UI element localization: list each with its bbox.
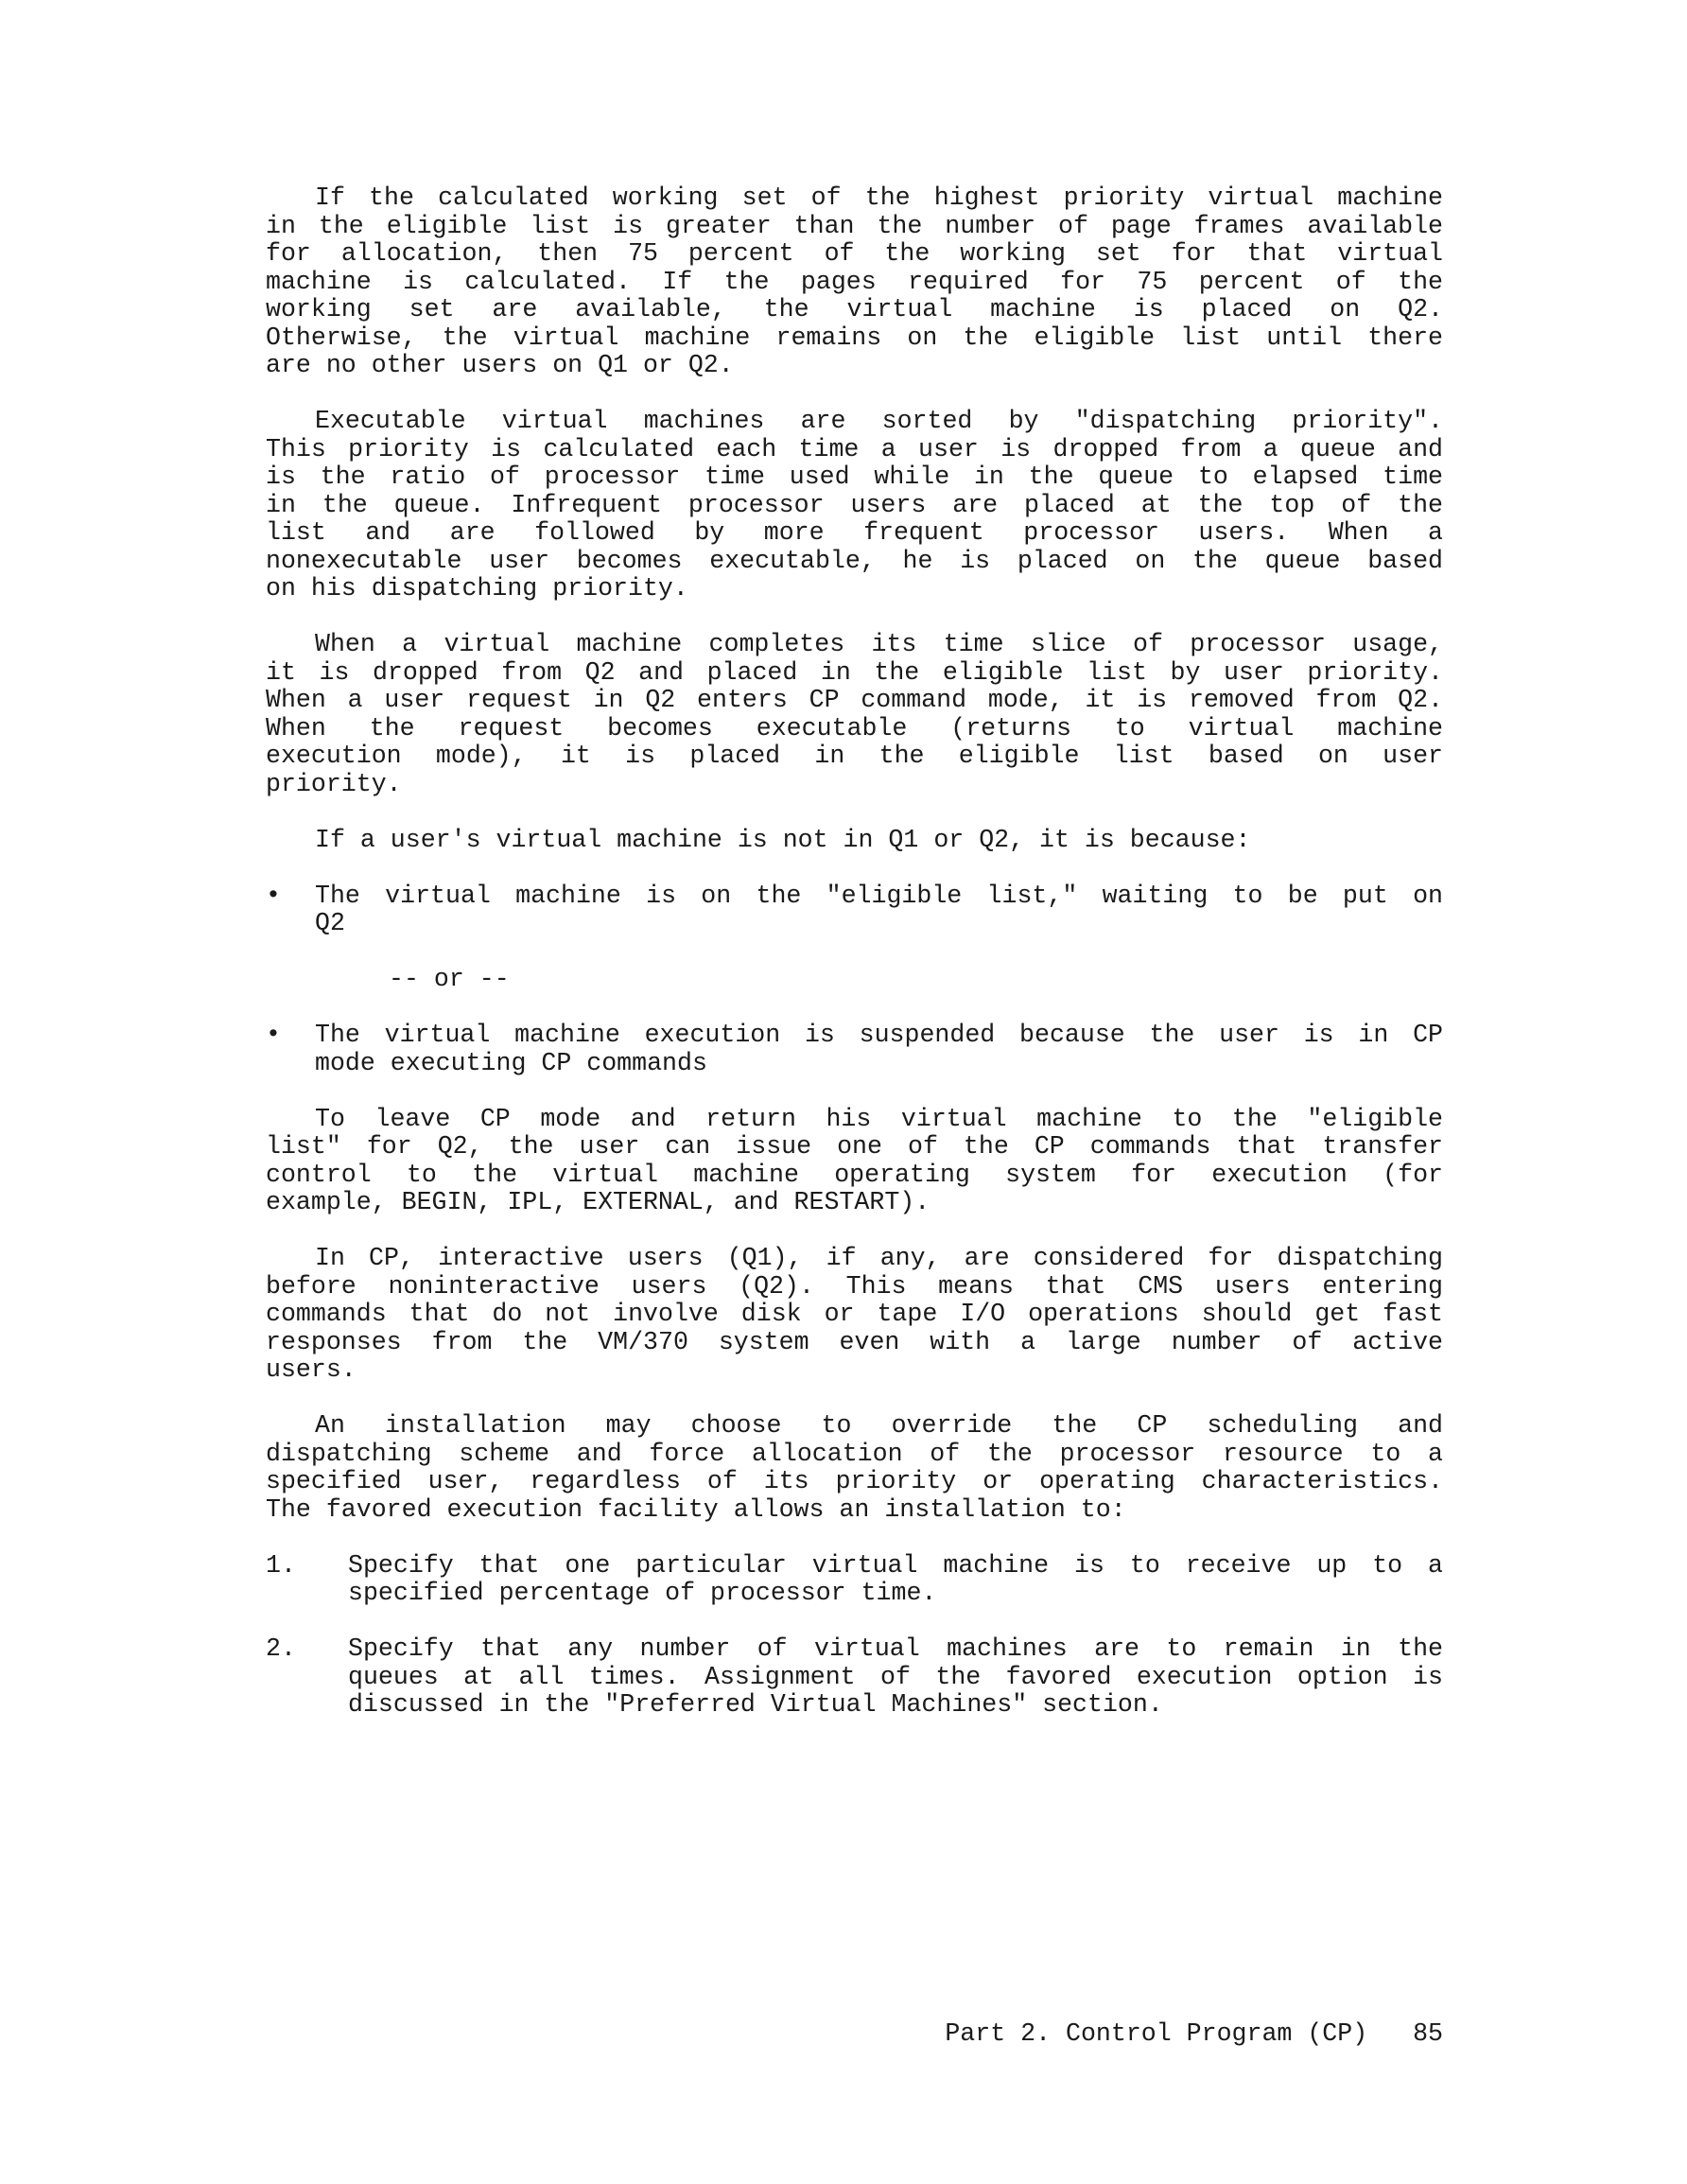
bullet-item-eligible-list (266, 882, 1443, 938)
text-line: This priority is calculated each time a user is dropped from a queue and (266, 434, 1443, 463)
text-line: in the eligible list is greater than the number of page frames available (266, 211, 1443, 240)
document-page (266, 184, 1443, 1747)
text-line: The favored execution facility allows an installation to: (266, 1494, 1126, 1524)
text-line: queues at all times. Assignment of the favored execution option is (348, 1662, 1443, 1691)
text-line: are no other users on Q1 or Q2. (266, 351, 734, 379)
text-line: The virtual machine is on the "eligible list," waiting to be put on (315, 881, 1443, 910)
text-line: working set are available, the virtual machine is placed on Q2. (266, 295, 1443, 323)
text-line: Otherwise, the virtual machine remains on the eligible list until there (266, 323, 1443, 352)
text-line: responses from the VM/370 system even with a large number of active (266, 1327, 1443, 1356)
text-line: dispatching scheme and force allocation of the processor resource to a (266, 1439, 1443, 1468)
paragraph-dispatching-priority (266, 408, 1443, 603)
text-line: control to the virtual machine operating system for execution (for (266, 1160, 1443, 1189)
text-line: list and are followed by more frequent processor users. When a (266, 518, 1443, 547)
text-line: To leave CP mode and return his virtual machine to the "eligible (315, 1104, 1443, 1133)
text-line: When a virtual machine completes its time slice of processor usage, (315, 630, 1443, 658)
text-line: for allocation, then 75 percent of the working set for that virtual (266, 239, 1443, 268)
list-number: 1. (266, 1550, 296, 1580)
text-line: commands that do not involve disk or tape I/O operations should get fast (266, 1300, 1443, 1328)
text-line: example, BEGIN, IPL, EXTERNAL, and RESTART). (266, 1188, 930, 1216)
numbered-item-2 (266, 1635, 1443, 1720)
paragraph-interactive-users (266, 1245, 1443, 1385)
text-line: users. (266, 1355, 357, 1384)
text-line: If a user's virtual machine is not in Q1 or Q2, it is because: (315, 825, 1251, 854)
paragraph-favored-execution (266, 1412, 1443, 1524)
text-line: machine is calculated. If the pages required for 75 percent of the (266, 267, 1443, 296)
footer-section-title: Part 2. Control Program (CP) (945, 2019, 1368, 2048)
paragraph-leave-cp-mode (266, 1106, 1443, 1217)
text-line: If the calculated working set of the highest priority virtual machine (315, 183, 1443, 212)
numbered-item-1 (266, 1552, 1443, 1608)
text-line: before noninteractive users (Q2). This means that CMS users entering (266, 1271, 1443, 1301)
text-line: Executable virtual machines are sorted by "dispatching priority". (315, 407, 1443, 435)
bullet-item-cp-mode (266, 1022, 1443, 1077)
text-line: In CP, interactive users (Q1), if any, are considered for dispatching (315, 1244, 1443, 1272)
text-line: specified percentage of processor time. (348, 1579, 937, 1607)
text-line: execution mode), it is placed in the eligible list based on user (266, 742, 1443, 770)
paragraph-time-slice (266, 631, 1443, 798)
text-line: An installation may choose to override the CP scheduling and (315, 1411, 1443, 1440)
text-line: Specify that any number of virtual machines are to remain in the (348, 1634, 1443, 1663)
paragraph-working-set (266, 184, 1443, 380)
text-line: specified user, regardless of its priority or operating characteristics. (266, 1467, 1443, 1495)
paragraph-not-in-queue (266, 827, 1443, 855)
page-number: 85 (1413, 2019, 1443, 2048)
text-line: mode executing CP commands (315, 1048, 707, 1077)
list-number: 2. (266, 1634, 296, 1663)
page-footer (917, 2020, 1443, 2049)
bullet-dot-icon: • (266, 1021, 281, 1049)
text-line: list" for Q2, the user can issue one of the CP commands that transfer (266, 1132, 1443, 1161)
text-line: it is dropped from Q2 and placed in the eligible list by user priority. (266, 657, 1443, 687)
text-line: When a user request in Q2 enters CP command mode, it is removed from Q2. (266, 686, 1443, 714)
text-line: discussed in the "Preferred Virtual Machines" section. (348, 1690, 1163, 1719)
text-line: When the request becomes executable (returns to virtual machine (266, 713, 1443, 743)
text-line: priority. (266, 769, 402, 798)
text-line: Specify that one particular virtual machine is to receive up to a (348, 1550, 1443, 1580)
text-line: The virtual machine execution is suspended because the user is in CP (315, 1021, 1443, 1049)
bullet-dot-icon: • (266, 881, 281, 910)
text-line: on his dispatching priority. (266, 574, 688, 603)
text-line: Q2 (315, 909, 345, 937)
text-line: in the queue. Infrequent processor users are placed at the top of the (266, 490, 1443, 519)
text-line: nonexecutable user becomes executable, he is placed on the queue based (266, 546, 1443, 575)
text-line: is the ratio of processor time used while in the queue to elapsed time (266, 463, 1443, 491)
or-separator: -- or -- (389, 965, 510, 993)
